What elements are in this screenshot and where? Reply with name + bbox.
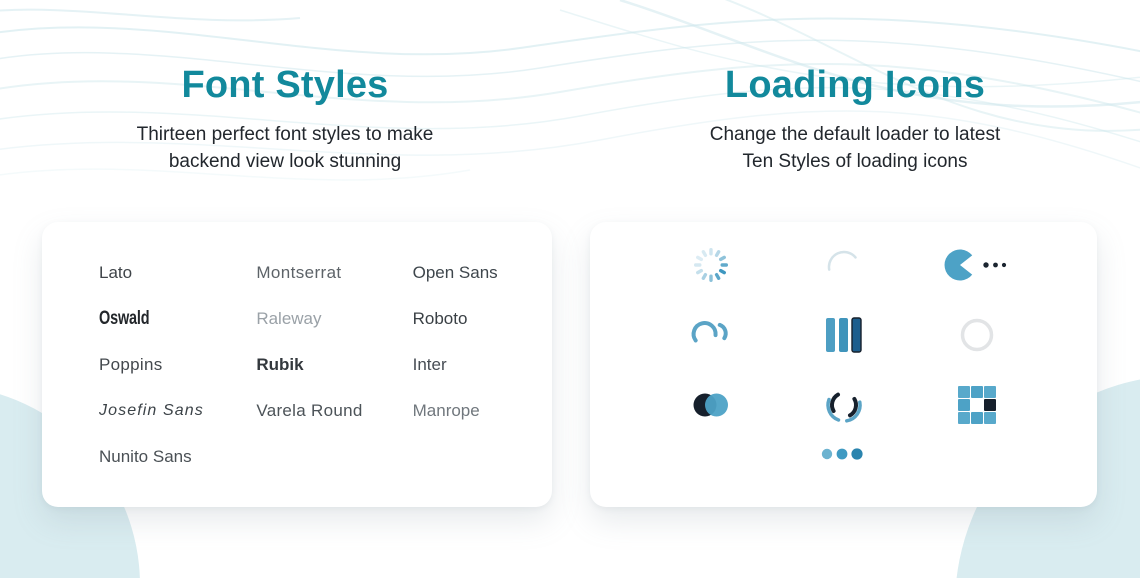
font-styles-title: Font Styles <box>181 64 389 106</box>
loader-faint-arc <box>777 230 910 300</box>
font-column-2 <box>256 250 412 480</box>
font-sample-nunito-sans: Nunito Sans <box>99 447 192 466</box>
font-sample-josefin-sans: Josefin Sans <box>99 402 204 419</box>
loader-ticks-spinner <box>644 230 777 300</box>
three-dots-loader-icon <box>820 446 868 462</box>
loading-icons-subtitle-line2: Ten Styles of loading icons <box>742 151 968 172</box>
loader-dual-circles <box>644 370 777 440</box>
loading-icons-title: Loading Icons <box>724 64 986 106</box>
ring-loader-icon <box>957 315 997 355</box>
dual-circles-loader-icon <box>691 385 731 425</box>
font-sample-varela-round: Varela Round <box>256 401 363 420</box>
loader-ring <box>910 300 1043 370</box>
loader-square-grid <box>910 370 1043 440</box>
loader-pacman <box>910 230 1043 300</box>
faint-arc-spinner-icon <box>824 245 864 285</box>
loader-broken-ring <box>777 370 910 440</box>
font-sample-manrope: Manrope <box>412 401 480 420</box>
double-arc-spinner-icon <box>689 315 733 355</box>
broken-ring-spinner-icon <box>823 384 865 426</box>
three-bars-loader-icon <box>824 315 864 355</box>
loading-icons-subtitle-line1: Change the default loader to latest <box>709 124 1001 145</box>
font-sample-lato: Lato <box>99 263 133 282</box>
font-sample-raleway: Raleway <box>256 309 322 328</box>
font-styles-subtitle-line2: backend view look stunning <box>168 151 402 172</box>
font-styles-subtitle <box>0 121 570 175</box>
loader-double-arc <box>644 300 777 370</box>
pacman-loader-icon <box>944 245 1010 285</box>
font-column-1 <box>99 250 256 480</box>
font-styles-card <box>42 222 552 507</box>
square-grid-loader-icon <box>957 385 997 425</box>
loading-icons-subtitle <box>570 121 1140 175</box>
loading-icons-section <box>570 0 1140 175</box>
font-sample-oswald: Oswald <box>99 308 150 329</box>
ticks-spinner-icon <box>691 245 731 285</box>
font-sample-roboto: Roboto <box>412 309 468 328</box>
font-sample-montserrat: Montserrat <box>256 263 342 282</box>
font-sample-inter: Inter <box>412 355 447 374</box>
loader-icons-grid <box>644 230 1043 440</box>
loader-three-dots <box>590 446 1097 462</box>
font-styles-subtitle-line1: Thirteen perfect font styles to make <box>136 124 434 145</box>
font-sample-rubik: Rubik <box>256 355 304 374</box>
loading-icons-card <box>590 222 1097 507</box>
font-sample-open-sans: Open Sans <box>412 263 498 282</box>
font-sample-poppins: Poppins <box>99 355 163 374</box>
font-column-3 <box>413 250 552 480</box>
font-samples-grid <box>42 222 552 480</box>
font-styles-section <box>0 0 570 175</box>
loader-three-bars <box>777 300 910 370</box>
